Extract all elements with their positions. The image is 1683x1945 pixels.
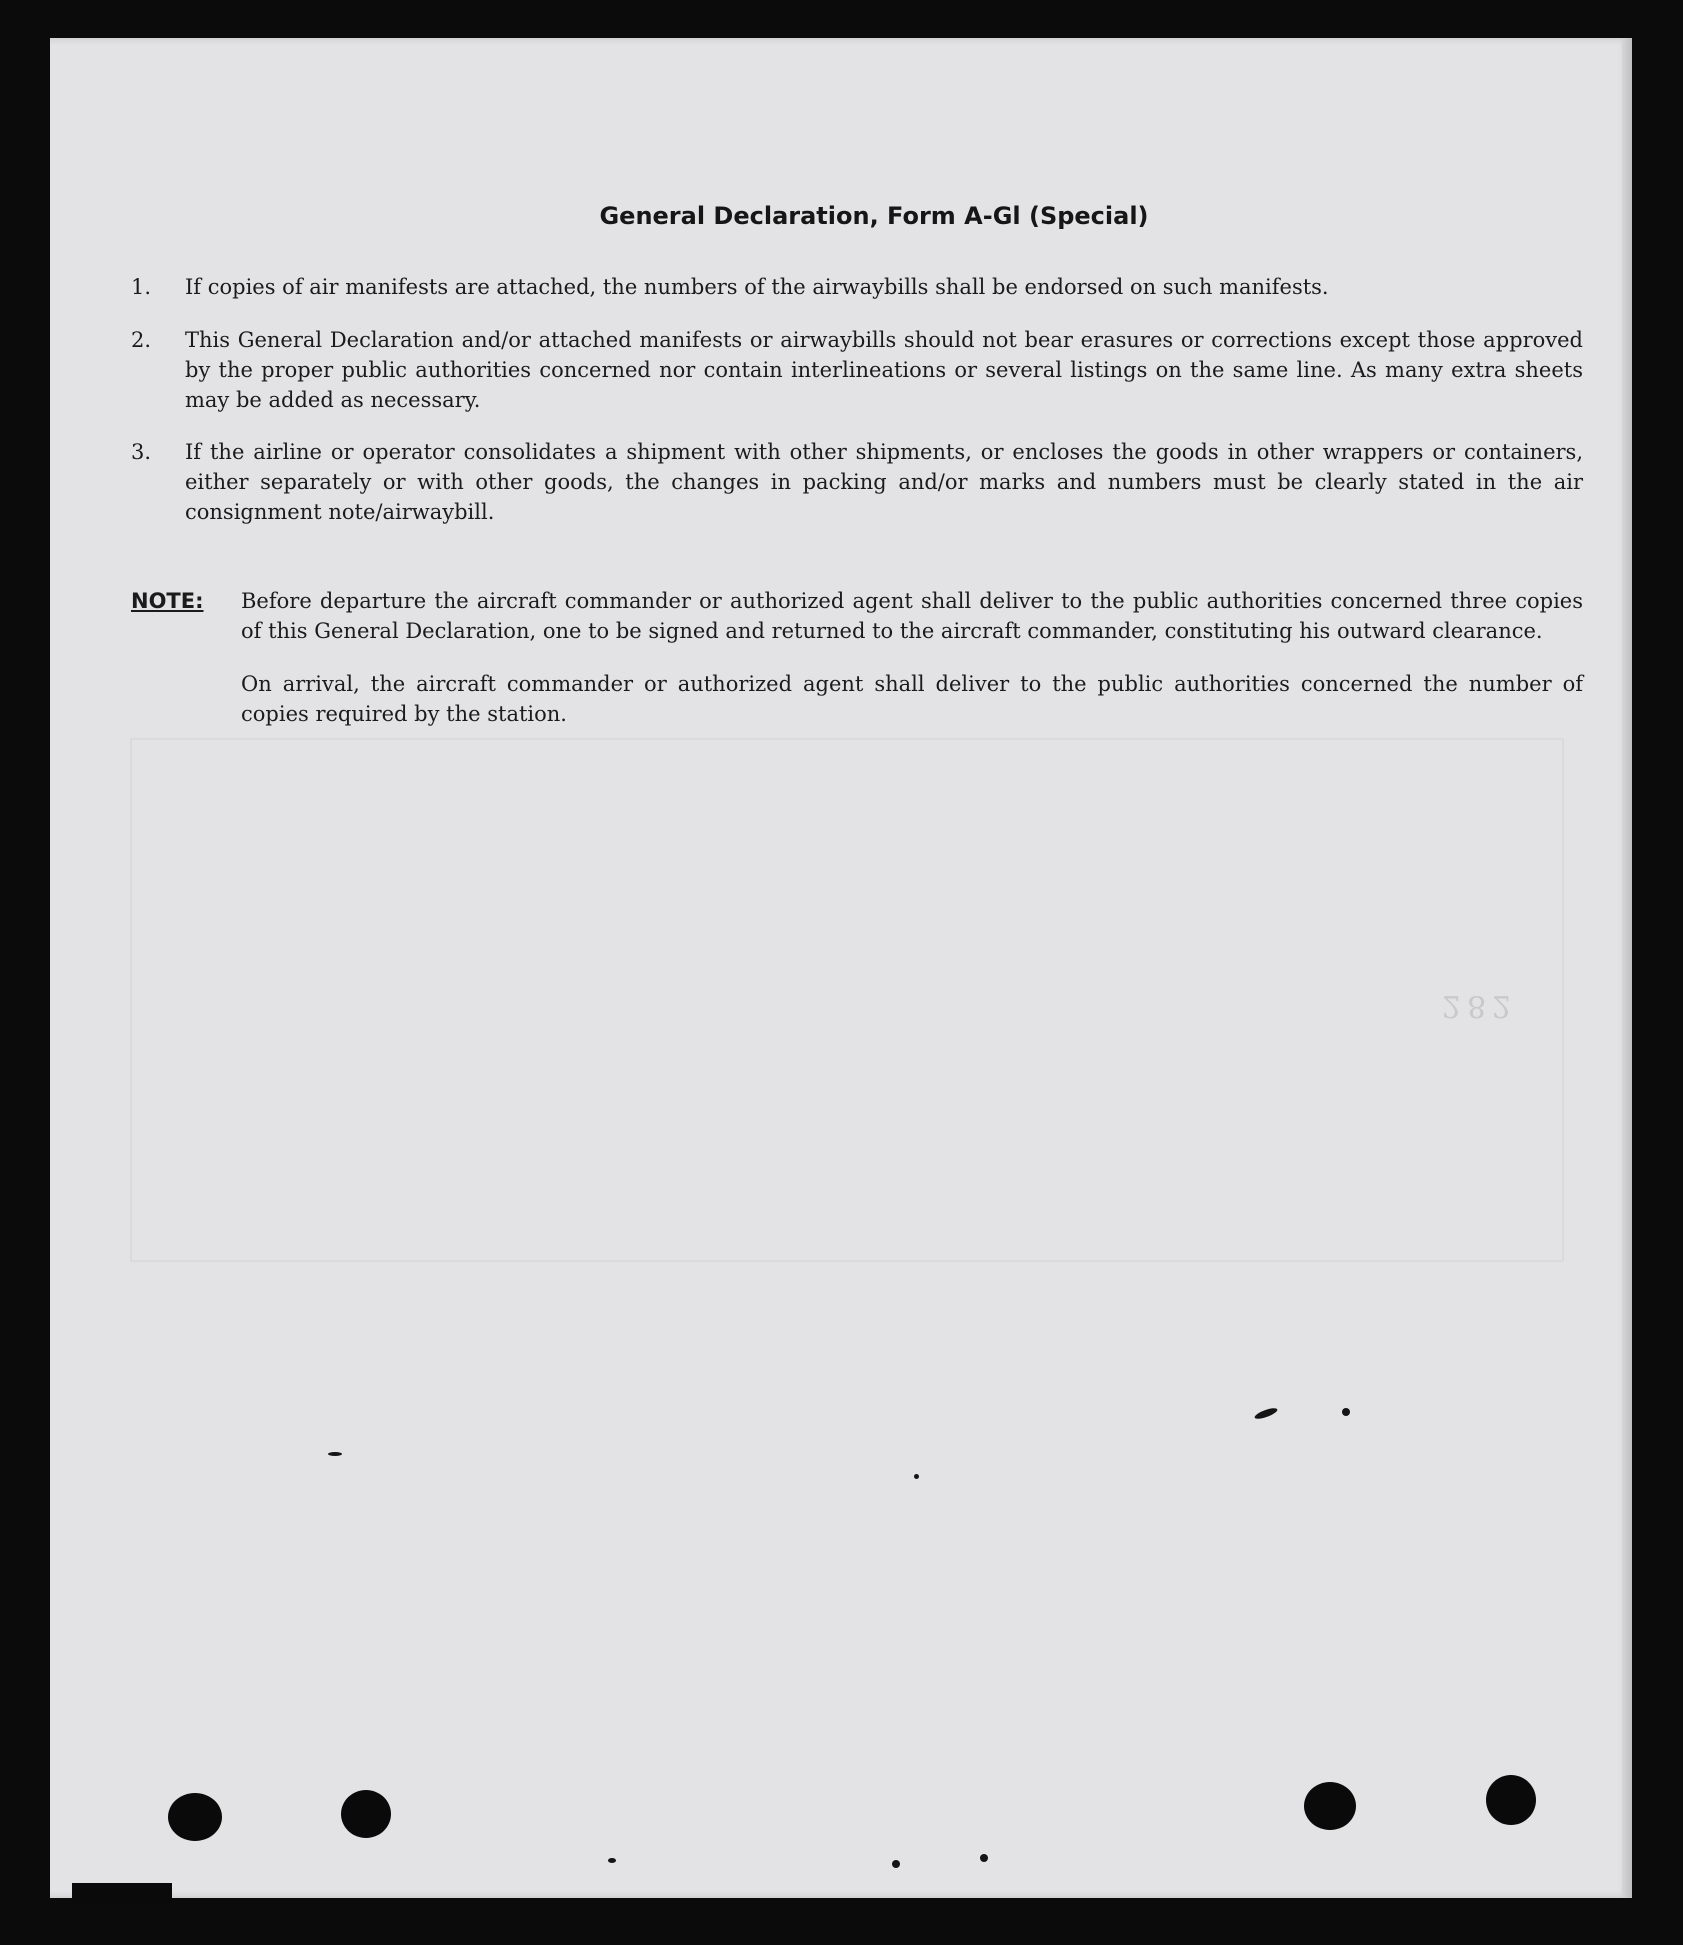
ink-speck (608, 1858, 616, 1863)
item-text: If copies of air manifests are attached, the numbers of the airwaybills shall be endorsed on such manifests. (185, 275, 1329, 299)
bleed-through-frame (130, 738, 1564, 1262)
note-section (131, 586, 1583, 729)
punch-hole (341, 1790, 391, 1838)
ink-speck (1254, 1406, 1279, 1421)
note-paragraph-2: On arrival, the aircraft commander or authorized agent shall deliver to the public authorities concerned the number of copies required by the station. (241, 672, 1583, 726)
ink-speck (1342, 1408, 1350, 1416)
item-number: 1. (131, 275, 152, 299)
punch-hole (1486, 1775, 1536, 1825)
instruction-item-2 (131, 325, 1583, 415)
punch-hole (168, 1793, 222, 1841)
note-label: NOTE: (131, 589, 204, 613)
item-number: 2. (131, 328, 152, 352)
ink-speck (328, 1452, 342, 1456)
bleed-through-number: 282 (1442, 988, 1518, 1023)
note-paragraph-1: Before departure the aircraft commander or authorized agent shall deliver to the public authorities concerned three copies of this General Declaration, one to be signed and returned to the aircraft commander, constituting his outward clearance. (241, 589, 1583, 643)
ink-speck (892, 1860, 900, 1868)
instruction-item-3 (131, 437, 1583, 527)
item-number: 3. (131, 440, 152, 464)
item-text: This General Declaration and/or attached manifests or airwaybills should not bear erasures or corrections except those approved by the proper public authorities concerned nor contain interlineations or several listings on the same line. As many extra sheets may be added as necessary. (185, 328, 1583, 412)
scan-edge-mark (72, 1883, 172, 1905)
document-page (50, 38, 1632, 1898)
item-text: If the airline or operator consolidates a shipment with other shipments, or encloses the goods in other wrappers or containers, either separately or with other goods, the changes in packing and/or marks and numbers must be clearly stated in the air consignment note/airwaybill. (185, 440, 1583, 524)
page-title: General Declaration, Form A-Gl (Special) (599, 202, 1149, 230)
instruction-item-1 (131, 272, 1583, 302)
ink-speck (914, 1474, 919, 1479)
ink-speck (980, 1854, 988, 1862)
punch-hole (1304, 1782, 1356, 1830)
